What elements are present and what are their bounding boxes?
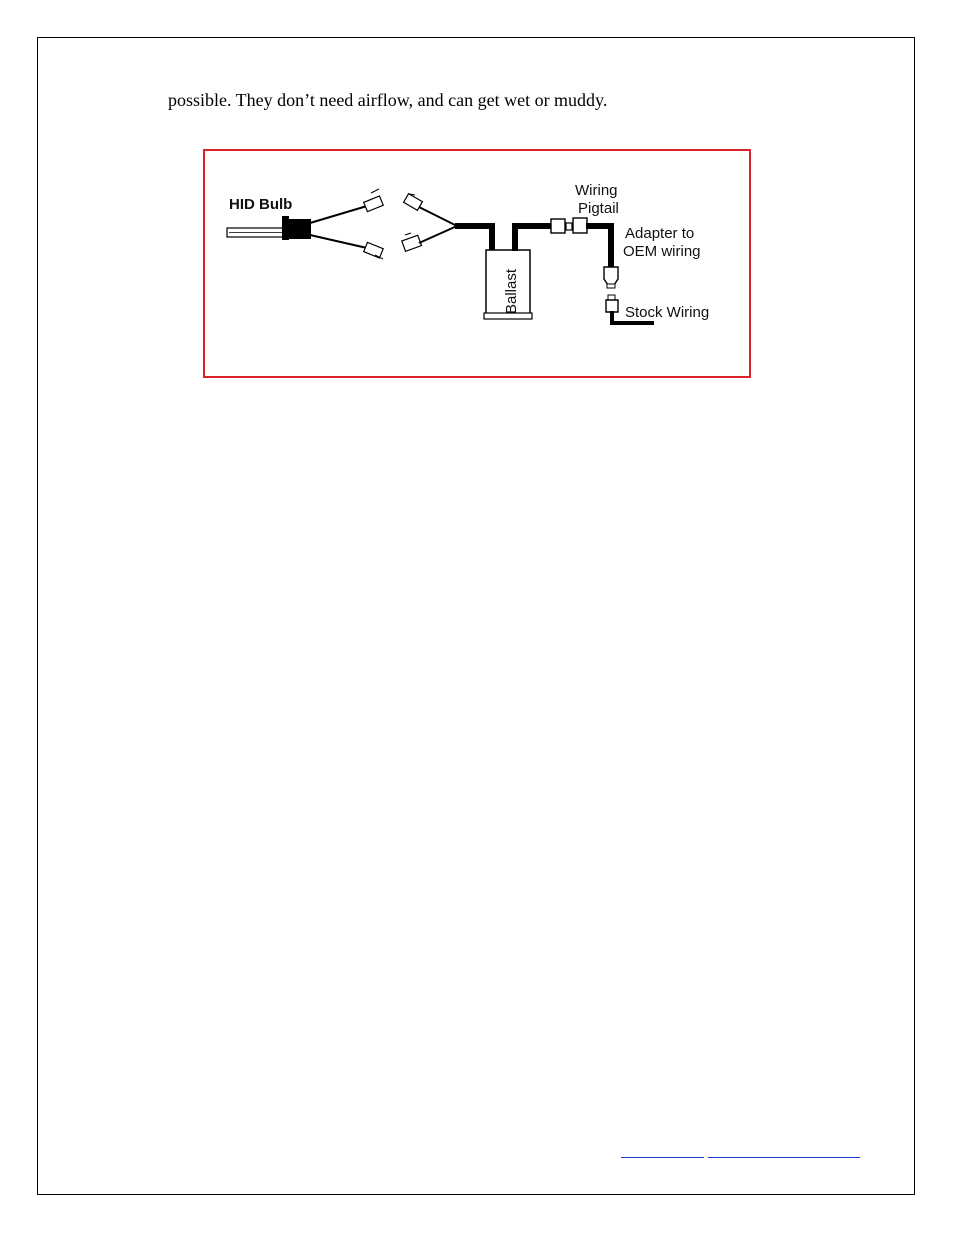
footer-link-underline-right[interactable] (708, 1151, 860, 1158)
stock-connector-icon (606, 295, 618, 312)
adapter-connector-icon (604, 267, 618, 288)
bulb-leads (310, 189, 383, 259)
bulb-connector-bottom-icon (364, 242, 384, 259)
wiring-diagram-svg (205, 151, 749, 376)
bulb-connector-top-icon (364, 189, 384, 212)
adapter-label-line2: OEM wiring (623, 243, 701, 260)
footer-link-underline-left[interactable] (621, 1151, 704, 1158)
adapter-label-line1: Adapter to (625, 225, 695, 242)
hid-wiring-diagram (203, 149, 751, 378)
ballast-box (484, 250, 532, 319)
ballast-leads (402, 194, 492, 252)
wiring-pigtail-label-line2: Pigtail (578, 200, 619, 217)
body-paragraph: possible. They don’t need airflow, and can get wet or muddy. (168, 90, 608, 110)
pigtail-connector-icon (551, 218, 587, 233)
ballast-connector-bottom-icon (402, 233, 422, 251)
ballast-label: Ballast (503, 268, 520, 314)
wiring-pigtail-label-line1: Wiring (575, 182, 618, 199)
stock-wiring-label: Stock Wiring (625, 304, 710, 321)
hid-bulb-label: HID Bulb (229, 196, 293, 213)
hid-bulb-icon (227, 216, 311, 240)
